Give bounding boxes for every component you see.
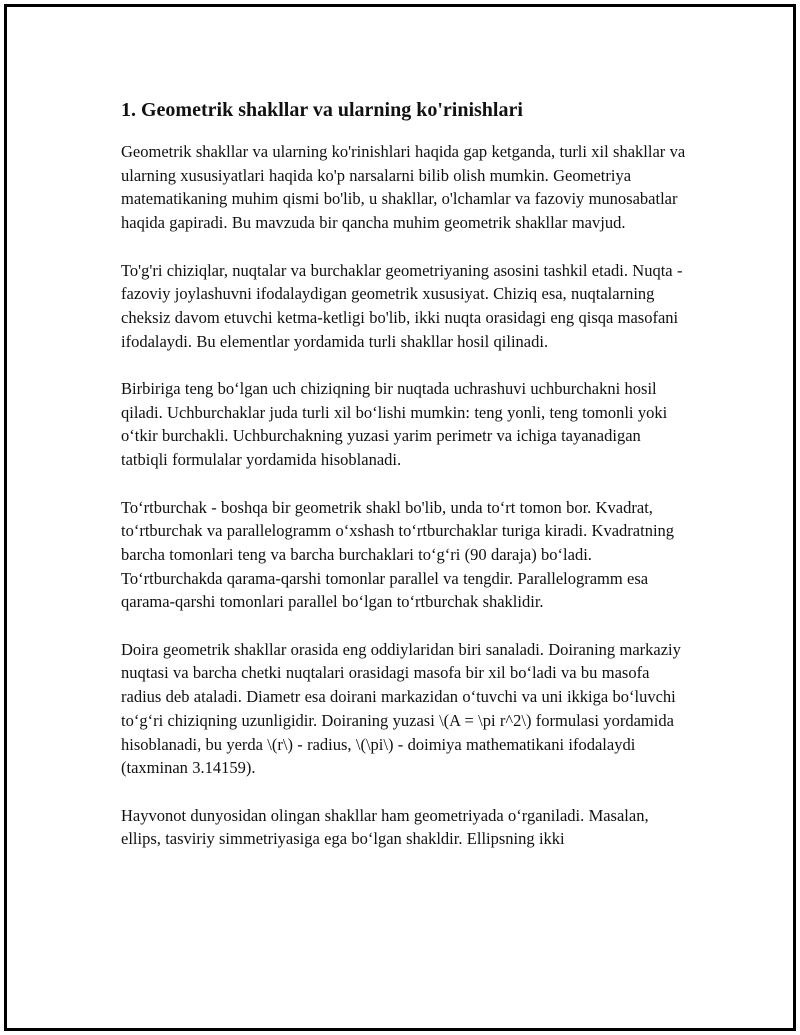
- section-title: 1. Geometrik shakllar va ularning ko'rinishlari: [121, 99, 523, 121]
- paragraph-quadrilaterals: To‘rtburchak - boshqa bir geometrik shakl bo'lib, unda to‘rt tomon bor. Kvadrat, to‘rtburchak va parallelogramm o‘xshash to‘rtburchaklar turiga kiradi. Kvadratning barcha tomonlari teng va barcha burchaklari to‘g‘ri (90 daraja) bo‘ladi. To‘rtburchakda qarama-qarshi tomonlar parallel va tengdir. Parallelogramm esa qarama-qarshi tomonlari parallel bo‘lgan to‘rtburchak shaklidir.: [121, 497, 675, 612]
- page-frame: [4, 4, 796, 1031]
- paragraph-lines-points: To'g'ri chiziqlar, nuqtalar va burchaklar geometriyaning asosini tashkil etadi. Nuqta - fazoviy joylashuvni ifodalaydigan geometrik xususiyat. Chiziq esa, nuqtalarning cheksiz davom etuvchi ketma-ketligi bo'lib, ikki nuqta orasidagi eng qisqa masofani ifodalaydi. Bu elementlar yordamida turli shakllar hosil qilinadi.: [121, 260, 683, 351]
- paragraph-triangles: Birbiriga teng bo‘lgan uch chiziqning bir nuqtada uchrashuvi uchburchakni hosil qiladi. Uchburchaklar juda turli xil bo‘lishi mumkin: teng yonli, teng tomonli yoki o‘tkir burchakli. Uchburchakning yuzasi yarim perimetr va ichiga tayanadigan tatbiqli formulalar yordamida hisoblanadi.: [121, 379, 668, 470]
- document-body: [121, 97, 691, 875]
- paragraph-circle: Doira geometrik shakllar orasida eng oddiylaridan biri sanaladi. Doiraning markaziy nuqtasi va barcha chetki nuqtalari orasidagi masofa bir xil bo‘ladi va bu masofa radius deb ataladi. Diametr esa doirani markazidan o‘tuvchi va uni ikkiga bo‘luvchi to‘g‘ri chiziqning uzunligidir. Doiraning yuzasi \(A = \pi r^2\) formulasi yordamida hisoblanadi, bu yerda \(r\) - radius, \(\pi\) - doimiya mathematikani ifodalaydi (taxminan 3.14159).: [121, 639, 681, 778]
- paragraph-intro: Geometrik shakllar va ularning ko'rinishlari haqida gap ketganda, turli xil shakllar va ularning xususiyatlari haqida ko'p narsalarni bilib olish mumkin. Geometriya matematikaning muhim qismi bo'lib, u shakllar, o'lchamlar va fazoviy munosabatlar haqida gapiradi. Bu mavzuda bir qancha muhim geometrik shakllar mavjud.: [121, 142, 686, 233]
- paragraph-ellipse: Hayvonot dunyosidan olingan shakllar ham geometriyada o‘rganiladi. Masalan, ellips, tasviriy simmetriyasiga ega bo‘lgan shakldir. Ellipsning ikki: [121, 805, 649, 849]
